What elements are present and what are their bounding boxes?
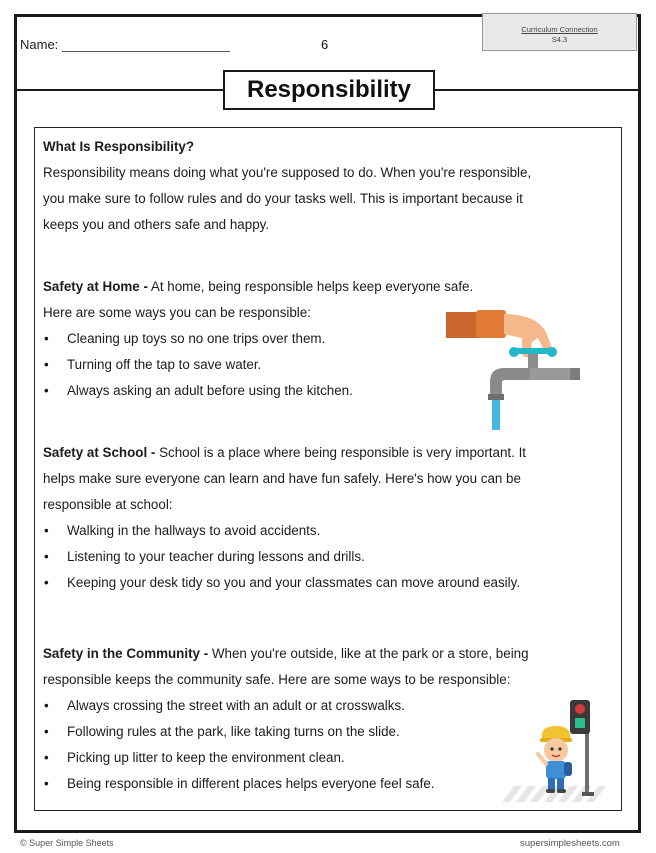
list-item: Cleaning up toys so no one trips over them. (67, 331, 326, 346)
list-item: Picking up litter to keep the environment clean. (67, 750, 345, 765)
school-line2: helps make sure everyone can learn and have fun safely. Here's how you can be (43, 471, 521, 486)
name-underline[interactable] (62, 37, 230, 52)
footer-copyright: © Super Simple Sheets (20, 838, 114, 848)
bullet-marker: • (44, 750, 49, 765)
bullet-marker: • (44, 357, 49, 372)
curriculum-code: S4.3 (551, 35, 568, 44)
list-item: Turning off the tap to save water. (67, 357, 262, 372)
intro-heading: What Is Responsibility? (43, 139, 195, 154)
bullet-marker: • (44, 698, 49, 713)
bullet-marker: • (44, 575, 49, 590)
list-item: Listening to your teacher during lessons and drills. (67, 549, 365, 564)
list-item: Following rules at the park, like taking turns on the slide. (67, 724, 400, 739)
bullet-marker: • (44, 331, 49, 346)
list-item: Always crossing the street with an adult or at crosswalks. (67, 698, 405, 713)
home-paragraph-line (43, 279, 473, 294)
intro-line: keeps you and others safe and happy. (43, 217, 270, 232)
footer-website[interactable]: supersimplesheets.com (520, 838, 620, 849)
school-line1: School is a place where being responsible is very important. It (155, 445, 527, 460)
home-heading: Safety at Home - (43, 279, 148, 294)
community-line2: responsible keeps the community safe. Here are some ways to be responsible: (43, 672, 511, 687)
name-field[interactable] (20, 37, 230, 52)
intro-line: Responsibility means doing what you're supposed to do. When you're responsible, (43, 165, 532, 180)
list-item: Always asking an adult before using the kitchen. (67, 383, 353, 398)
community-line1: When you're outside, like at the park or a store, being (208, 646, 529, 661)
bullet-marker: • (44, 549, 49, 564)
page-title: Responsibility (223, 70, 435, 110)
school-paragraph-line (43, 445, 526, 460)
community-paragraph-line (43, 646, 529, 661)
hand-tap-illustration (446, 308, 582, 434)
list-item: Being responsible in different places helps everyone feel safe. (67, 776, 435, 791)
bullet-marker: • (44, 724, 49, 739)
home-line2: Here are some ways you can be responsible: (43, 305, 311, 320)
intro-line: you make sure to follow rules and do your tasks well. This is important because it (43, 191, 523, 206)
home-line1: At home, being responsible helps keep everyone safe. (147, 279, 474, 294)
list-item: Walking in the hallways to avoid accidents. (67, 523, 321, 538)
community-heading: Safety in the Community - (43, 646, 209, 661)
crosswalk-child-illustration (500, 694, 612, 806)
curriculum-title: Curriculum Connection (521, 25, 598, 34)
list-item: Keeping your desk tidy so you and your classmates can move around easily. (67, 575, 521, 590)
bullet-marker: • (44, 523, 49, 538)
bullet-marker: • (44, 776, 49, 791)
page-number: 6 (321, 37, 329, 52)
bullet-marker: • (44, 383, 49, 398)
school-heading: Safety at School - (43, 445, 156, 460)
curriculum-connection-box (482, 13, 637, 51)
school-line3: responsible at school: (43, 497, 173, 512)
name-label: Name: (20, 37, 59, 52)
